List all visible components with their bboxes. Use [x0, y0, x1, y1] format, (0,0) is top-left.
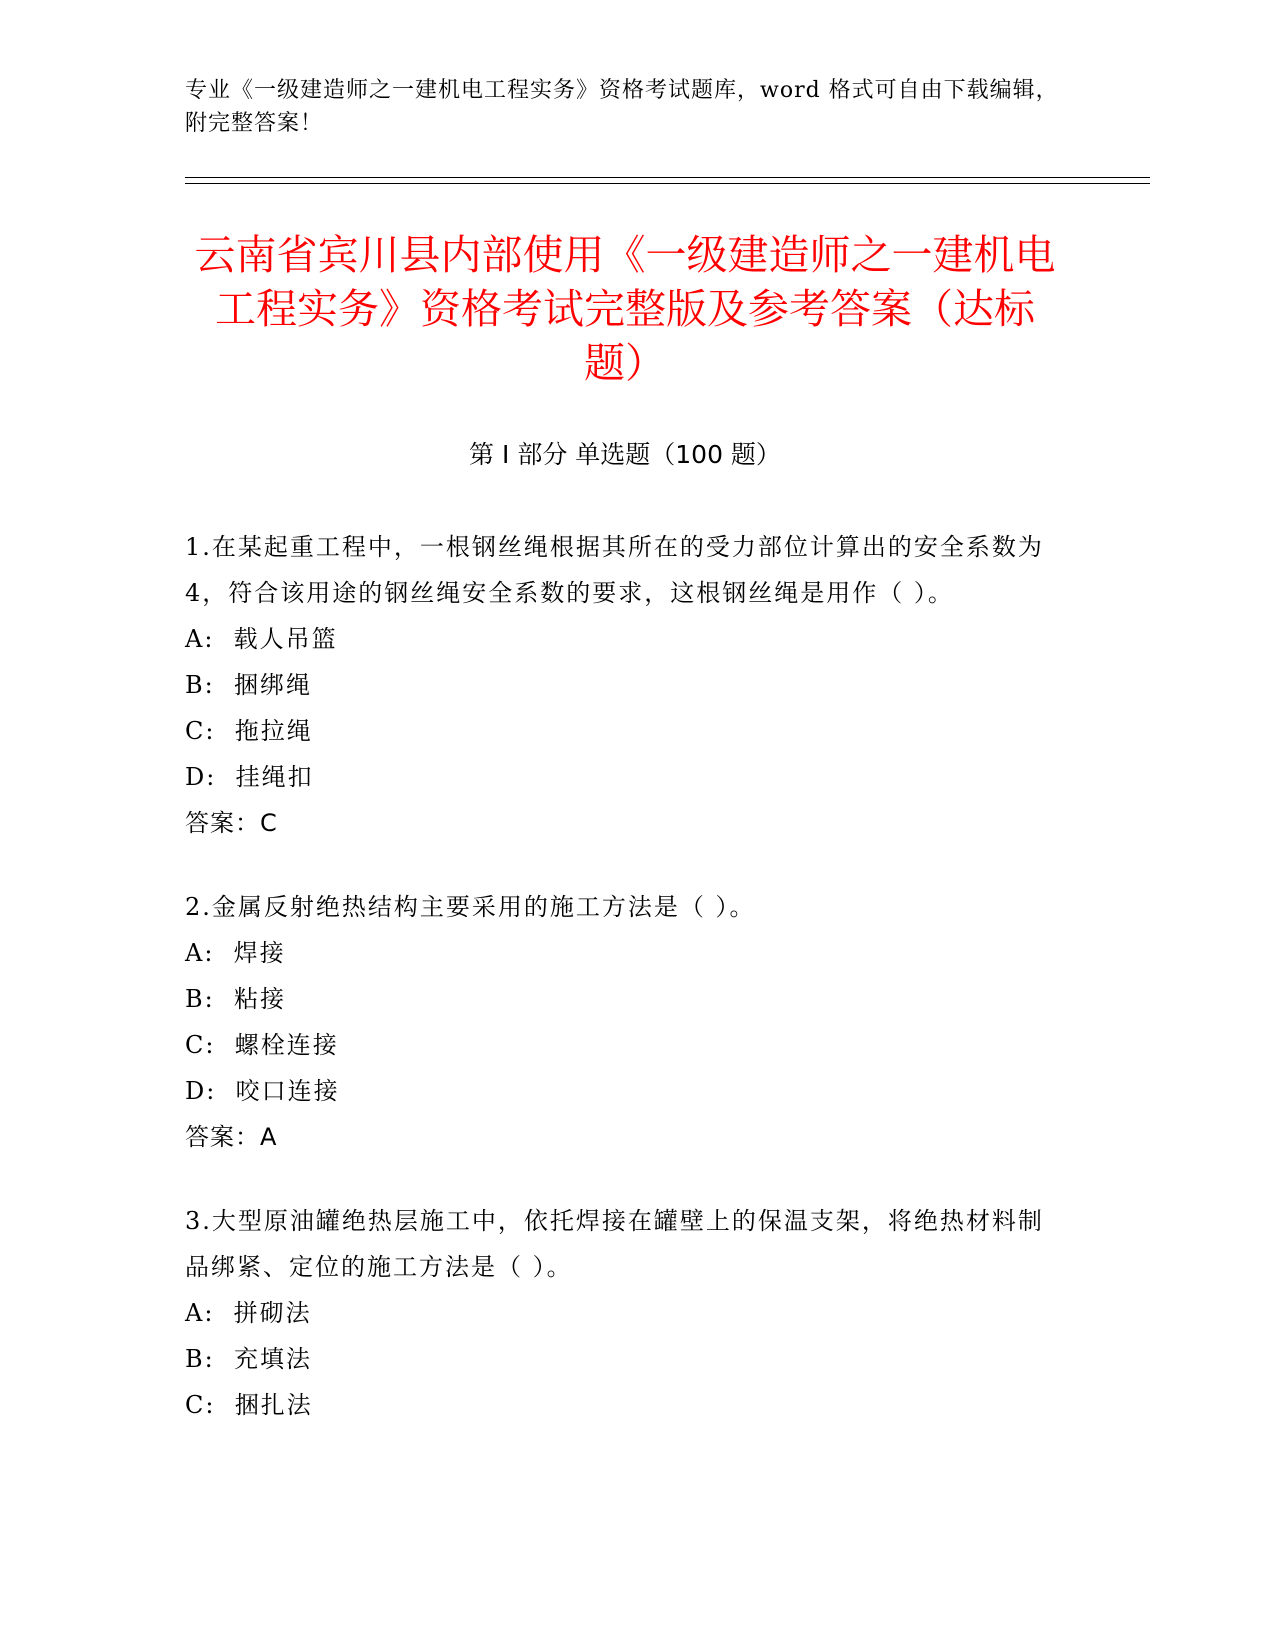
question-1 — [185, 524, 1065, 846]
document-title: 云南省宾川县内部使用《一级建造师之一建机电工程实务》资格考试完整版及参考答案（达标题） — [194, 231, 1056, 387]
question-stem: 1.在某起重工程中，一根钢丝绳根据其所在的受力部位计算出的安全系数为4，符合该用途的钢丝绳安全系数的要求，这根钢丝绳是用作（ ）。 — [185, 533, 1044, 607]
question-stem: 3.大型原油罐绝热层施工中，依托焊接在罐壁上的保温支架，将绝热材料制品绑紧、定位的施工方法是（ ）。 — [185, 1207, 1044, 1281]
option-c: C: 捆扎法 — [185, 1391, 313, 1419]
option-a: A: 焊接 — [185, 939, 286, 967]
option-c: C: 拖拉绳 — [185, 717, 313, 745]
option-a: A: 拼砌法 — [185, 1299, 312, 1327]
question-2 — [185, 884, 1065, 1160]
option-b: B: 粘接 — [185, 985, 286, 1013]
header-rule-top — [185, 177, 1150, 178]
question-list — [185, 524, 1065, 1466]
answer: 答案：A — [185, 1123, 278, 1151]
question-3 — [185, 1198, 1065, 1428]
option-b: B: 捆绑绳 — [185, 671, 312, 699]
section-title: 第 I 部分 单选题（100 题） — [469, 440, 781, 469]
option-b: B: 充填法 — [185, 1345, 312, 1373]
option-a: A: 载人吊篮 — [185, 625, 338, 653]
header-note: 专业《一级建造师之一建机电工程实务》资格考试题库，word 格式可自由下载编辑，附完整答案！ — [185, 78, 1059, 136]
answer: 答案：C — [185, 809, 278, 837]
question-stem: 2.金属反射绝热结构主要采用的施工方法是（ ）。 — [185, 893, 756, 921]
header-rule-bottom — [185, 183, 1150, 184]
option-d: D: 挂绳扣 — [185, 763, 314, 791]
option-d: D: 咬口连接 — [185, 1077, 340, 1105]
option-c: C: 螺栓连接 — [185, 1031, 339, 1059]
